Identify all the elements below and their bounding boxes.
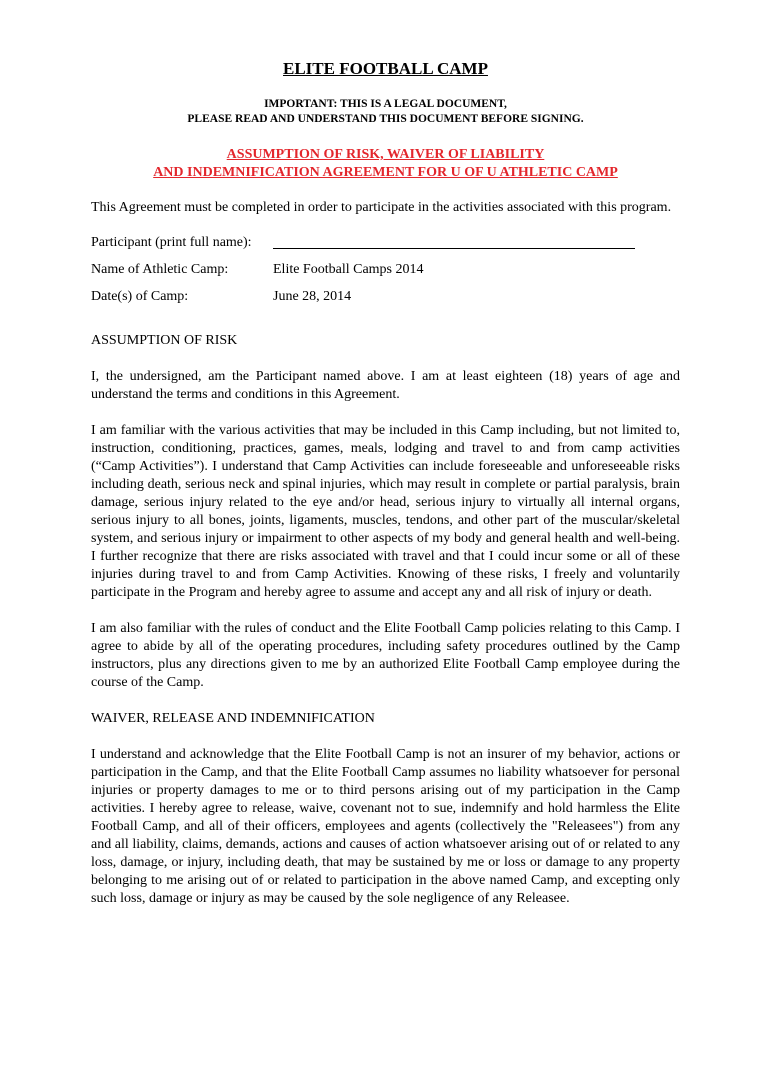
participant-label: Participant (print full name):: [91, 235, 252, 250]
camp-name-label: Name of Athletic Camp:: [91, 262, 229, 277]
camp-name-row: [91, 261, 680, 279]
agreement-heading-line-1: ASSUMPTION OF RISK, WAIVER OF LIABILITY: [226, 147, 545, 162]
participant-name-field[interactable]: [273, 234, 635, 249]
important-notice-line-1: IMPORTANT: THIS IS A LEGAL DOCUMENT,: [264, 98, 507, 110]
paragraph-risks: I am familiar with the various activities that may be included in this Camp including, but not limited to, instruction, conditioning, practices, games, meals, lodging and travel to and from camp activities (“Camp Activities”). I understand that Camp Activities can include foreseeable and unforeseeable risks including death, serious neck and spinal injuries, which may result in complete or partial paralysis, brain damage, serious injury related to the eye and/or head, serious injury to virtually all internal organs, serious injury to all bones, joints, ligaments, muscles, tendons, and other part of the muscular/skeletal system, and serious injury or impairment to other aspects of my body and general health and well-being. I further recognize that there are risks associated with travel and that I could incur some or all of these injuries during travel to and from Camp Activities. Knowing of these risks, I freely and voluntarily participate in the Program and hereby agree to assume and accept any and all risk of injury or death.: [91, 423, 680, 600]
paragraph-waiver: I understand and acknowledge that the Elite Football Camp is not an insurer of my behavior, actions or participation in the Camp, and that the Elite Football Camp assumes no liability whatsoever for personal injuries or property damages to me or to third persons arising out of my participation in the Camp activities. I hereby agree to release, waive, covenant not to sue, indemnify and hold harmless the Elite Football Camp, and all of their officers, employees and agents (collectively the "Releasees") from any and all liability, claims, demands, actions and causes of action whatsoever arising out of or related to any loss, damage, or injury, including death, that may be sustained by me or loss or damage to any property belonging to me arising out of or related to participation in the above named Camp, and excepting only such loss, damage or injury as may be caused by the sole negligence of any Releasee.: [91, 747, 680, 906]
waiver-heading: WAIVER, RELEASE AND INDEMNIFICATION: [91, 711, 375, 726]
camp-name-value: Elite Football Camps 2014: [273, 262, 424, 277]
agreement-heading-line-2: AND INDEMNIFICATION AGREEMENT FOR U OF U ATHLETIC CAMP: [153, 165, 618, 180]
important-notice-line-2: PLEASE READ AND UNDERSTAND THIS DOCUMENT BEFORE SIGNING.: [187, 113, 584, 125]
participant-row: [91, 234, 680, 252]
assumption-of-risk-heading: ASSUMPTION OF RISK: [91, 333, 238, 348]
camp-dates-value: June 28, 2014: [273, 289, 352, 304]
document-page: [0, 58, 770, 1082]
agreement-heading: [91, 146, 680, 182]
important-notice: [91, 97, 680, 127]
document-title: ELITE FOOTBALL CAMP: [283, 59, 488, 78]
camp-dates-label: Date(s) of Camp:: [91, 289, 189, 304]
paragraph-rules: I am also familiar with the rules of conduct and the Elite Football Camp policies relating to this Camp. I agree to abide by all of the operating procedures, including safety procedures outlined by the Camp instructors, plus any directions given to me by an authorized Elite Football Camp employee during the course of the Camp.: [91, 621, 680, 690]
paragraph-age: I, the undersigned, am the Participant named above. I am at least eighteen (18) years of age and understand the terms and conditions in this Agreement.: [91, 369, 680, 402]
intro-paragraph: This Agreement must be completed in order to participate in the activities associated with this program.: [91, 200, 672, 215]
camp-dates-row: [91, 288, 680, 306]
form-fields: [91, 234, 680, 306]
